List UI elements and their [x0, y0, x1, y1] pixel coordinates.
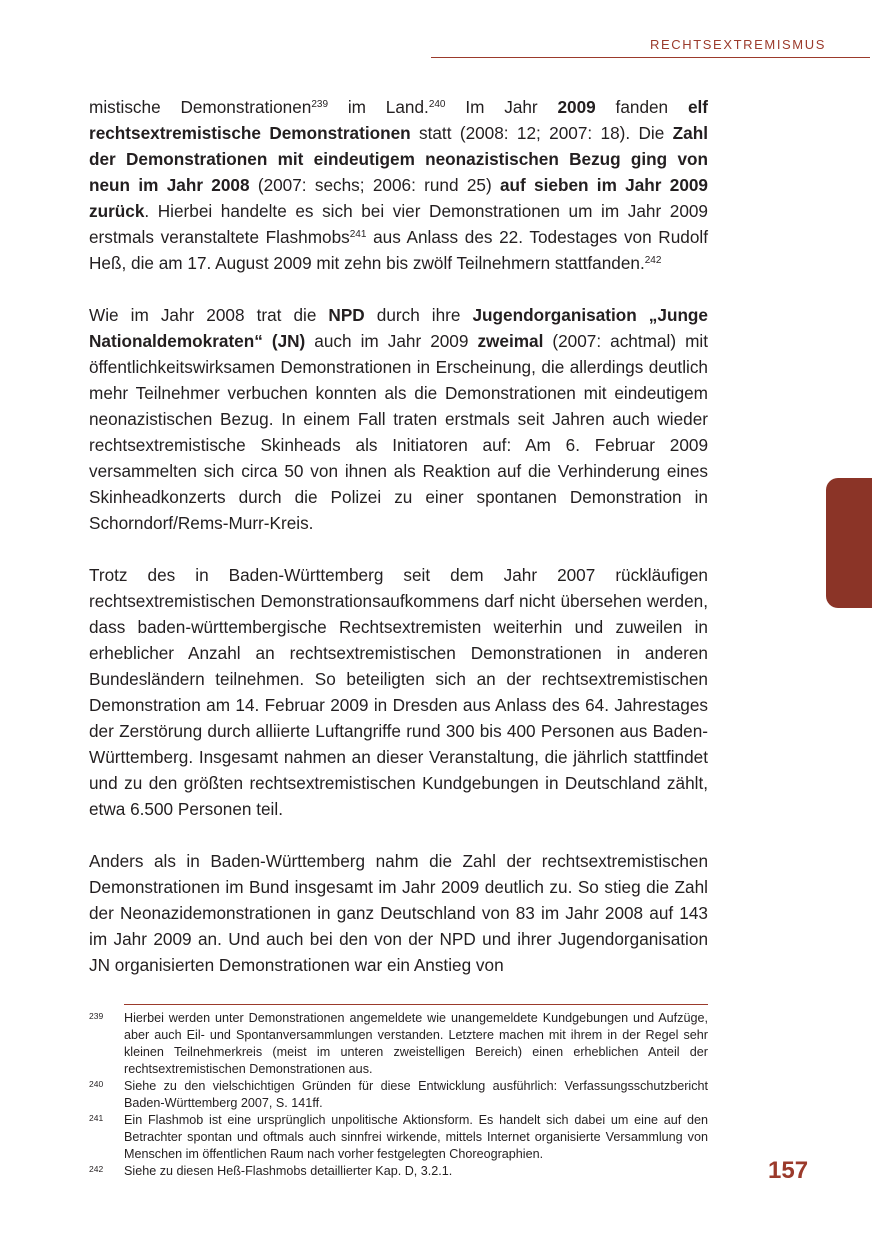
footnote-240 — [89, 1078, 708, 1112]
footnote-number: 239 — [89, 1011, 104, 1021]
bold-span: elf rechtsextremistische Demonstrationen — [89, 97, 708, 143]
bold-span: 2009 — [557, 97, 596, 117]
footnote-ref-239[interactable]: 239 — [311, 99, 329, 110]
text-span: fanden — [595, 97, 688, 117]
running-header: RECHTSEXTREMISMUS — [650, 37, 826, 52]
footnotes — [89, 1010, 708, 1180]
text-span: Wie im Jahr 2008 trat die — [89, 305, 329, 325]
paragraph-4: Anders als in Baden-Württemberg nahm die Zahl der rechtsextremistischen Demonstrationen im Bund insgesamt im Jahr 2009 deutlich zu. So stieg die Zahl der Neonazidemonstrationen in ganz Deutschland von 83 im Jahr 2008 auf 143 im Jahr 2009 an. Und auch bei den von der NPD und ihrer Jugendorganisation JN organisierten Demonstrationen war ein Anstieg von — [89, 851, 708, 975]
footnote-241 — [89, 1112, 708, 1163]
footnote-text: Siehe zu den vielschichtigen Gründen für diese Entwicklung ausführlich: Verfassungsschutzbericht Baden-Württemberg 2007, S. 141ff. — [124, 1079, 708, 1110]
text-span: im Land. — [328, 97, 429, 117]
bold-span: Zahl der Demonstrationen mit eindeutigem neonazistischen Bezug ging von neun im Jahr 2008 — [89, 123, 708, 195]
text-span: durch ihre — [364, 305, 473, 325]
footnote-242 — [89, 1163, 708, 1180]
bold-span: auf sieben im Jahr 2009 zurück — [89, 175, 708, 221]
footnote-ref-241[interactable]: 241 — [349, 229, 367, 240]
text-span: statt (2008: 12; 2007: 18). Die — [410, 123, 673, 143]
paragraph-1 — [89, 94, 708, 276]
paragraph-2 — [89, 302, 708, 536]
footnote-number: 241 — [89, 1113, 104, 1123]
footnote-number: 242 — [89, 1164, 104, 1174]
footnote-text: Siehe zu diesen Heß-Flashmobs detaillierter Kap. D, 3.2.1. — [124, 1164, 453, 1178]
text-span: Im Jahr — [445, 97, 558, 117]
text-span: (2007: achtmal) mit öffentlichkeitswirksamen Demonstrationen in Erscheinung, die allerdings deutlich mehr Teilnehmer verbuchen konnten als die Demonstrationen mit eindeutigem neonazistischen Bezug. In einem Fall traten erstmals seit Jahren auch wieder rechtsextremistische Skinheads als Initiatoren auf: Am 6. Februar 2009 versammelten sich circa 50 von ihnen als Reaktion auf die Verhinderung eines Skinheadkonzerts durch die Polizei zu einer spontanen Demonstration in Schorndorf/Rems-Murr-Kreis. — [89, 331, 708, 533]
footnote-rule — [124, 1004, 708, 1005]
page-number: 157 — [768, 1157, 809, 1184]
footnote-ref-242[interactable]: 242 — [644, 255, 662, 266]
bold-span: Jugendorganisation „Junge Nationaldemokraten“ (JN) — [89, 305, 708, 351]
footnote-239 — [89, 1010, 708, 1078]
text-span: mistische Demonstrationen — [89, 97, 312, 117]
footnote-ref-240[interactable]: 240 — [428, 99, 446, 110]
text-span: auch im Jahr 2009 — [305, 331, 478, 351]
paragraph-3: Trotz des in Baden-Württemberg seit dem Jahr 2007 rückläufigen rechtsextremistischen Demonstrationsaufkommens darf nicht übersehen werden, dass baden-württembergische Rechtsextremisten weiterhin und zuweilen in erheblicher Anzahl an rechtsextremistischen Demonstrationen in anderen Bundesländern teilnehmen. So beteiligten sich an der rechtsextremistischen Demonstration am 14. Februar 2009 in Dresden aus Anlass des 64. Jahrestages der Zerstörung durch alliierte Luftangriffe rund 300 bis 400 Personen aus Baden-Württemberg. Insgesamt nahmen an dieser Veranstaltung, die jährlich stattfindet und zu den größten rechtsextremistischen Kundgebungen in Deutschland zählt, etwa 6.500 Personen teil. — [89, 565, 708, 819]
bold-span: NPD — [328, 305, 365, 325]
header-rule — [431, 57, 870, 58]
bold-span: zweimal — [477, 331, 544, 351]
text-span: . Hierbei handelte es sich bei vier Demonstrationen um im Jahr 2009 erstmals veranstaltete Flashmobs — [89, 201, 708, 247]
footnote-number: 240 — [89, 1079, 104, 1089]
main-text — [89, 94, 708, 1004]
chapter-tab — [826, 478, 872, 608]
footnote-text: Hierbei werden unter Demonstrationen angemeldete wie unangemeldete Kundgebungen und Aufzüge, aber auch Eil- und Spontanversammlungen verstanden. Letztere machen mit ihrem in der Regel sehr kleinen Teilnehmerkreis (meist im unteren zweistelligen Bereich) einen erheblichen Anteil der rechtsextremistischen Demonstrationen aus. — [124, 1011, 708, 1076]
footnote-text: Ein Flashmob ist eine ursprünglich unpolitische Aktionsform. Es handelt sich dabei um eine auf den Betrachter spontan und oftmals auch sinnfrei wirkende, mittels Internet organisierte Versammlung von Menschen im öffentlichen Raum nach vorher festgelegten Choreographien. — [124, 1113, 708, 1161]
text-span: aus Anlass des 22. Todestages von Rudolf Heß, die am 17. August 2009 mit zehn bis zwölf Teilnehmern stattfanden. — [89, 227, 708, 273]
text-span: (2007: sechs; 2006: rund 25) — [249, 175, 500, 195]
